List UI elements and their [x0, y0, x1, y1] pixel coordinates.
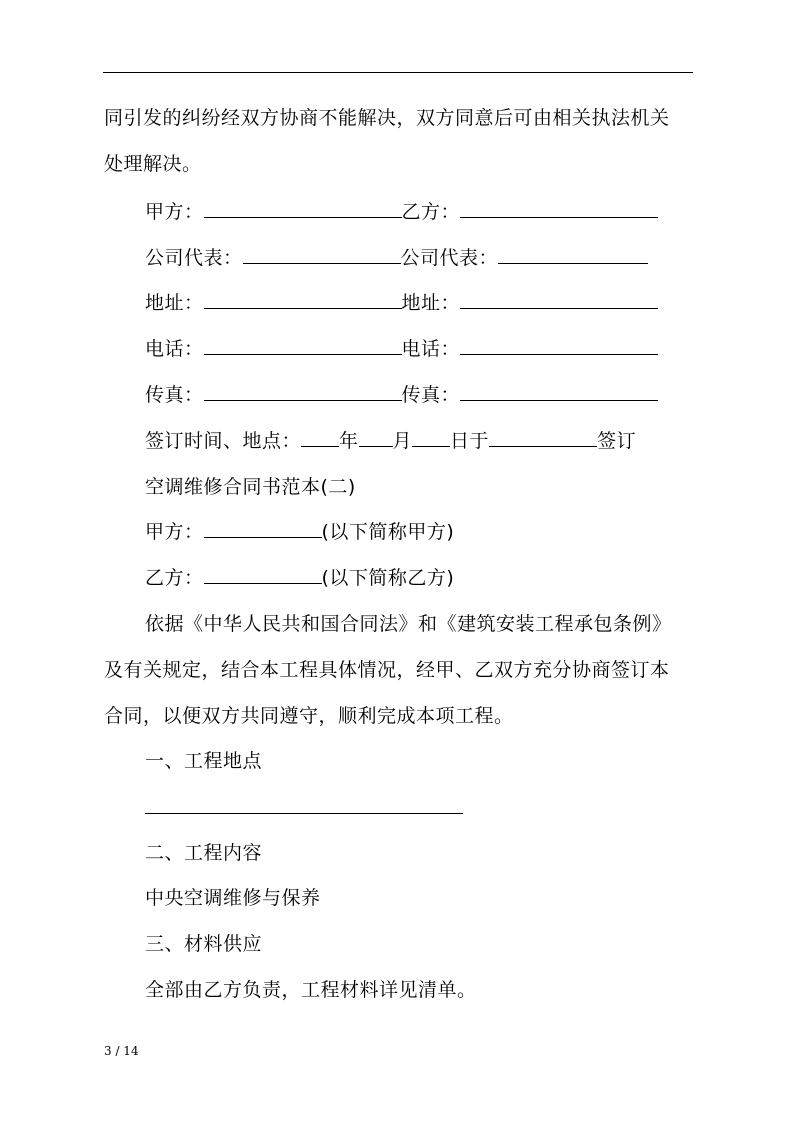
rep-a-label: 公司代表：: [145, 247, 243, 269]
rep-b-label: 公司代表：: [400, 247, 499, 269]
sign-label: 签订时间、地点：: [145, 430, 302, 452]
party-a2-row: [145, 520, 454, 544]
representative-row: [145, 246, 648, 270]
sign-day-blank: [412, 429, 450, 447]
fax-row: [145, 383, 658, 407]
intro-paragraph-line-1: 同引发的纠纷经双方协商不能解决，双方同意后可由相关执法机关: [104, 107, 670, 129]
tel-b-blank: [460, 337, 658, 355]
party-b2-note: (以下简称乙方): [321, 567, 455, 589]
party-b2-row: [145, 566, 454, 590]
section-3-title: 三、材料供应: [145, 933, 263, 955]
addr-a-label: 地址：: [145, 292, 204, 314]
party-b-label: 乙方：: [401, 201, 461, 223]
tel-a-blank: [204, 337, 402, 355]
tel-a-label: 电话：: [145, 338, 204, 360]
sign-end-label: 签订: [597, 430, 637, 452]
party-row: [145, 200, 658, 224]
fax-a-label: 传真：: [145, 384, 204, 406]
section-2-title: 二、工程内容: [145, 842, 263, 864]
sign-month-blank: [359, 429, 393, 447]
rep-a-blank: [243, 246, 401, 264]
sign-year-blank: [301, 429, 339, 447]
party-a2-blank: [204, 520, 322, 538]
section-1-title: 一、工程地点: [145, 750, 263, 772]
addr-b-blank: [460, 291, 658, 309]
party-a2-label: 甲方：: [145, 521, 204, 543]
signing-row: [145, 429, 636, 453]
basis-paragraph-line-1: 依据《中华人民共和国合同法》和《建筑安装工程承包条例》: [145, 613, 672, 635]
fax-a-blank: [204, 383, 402, 401]
header-rule: [103, 72, 693, 73]
section-title-template-2: 空调维修合同书范本(二): [145, 476, 356, 498]
sign-month-label: 月: [392, 430, 413, 452]
party-a-blank: [204, 200, 402, 218]
tel-b-label: 电话：: [401, 338, 461, 360]
party-a-label: 甲方：: [145, 201, 204, 223]
page-number: 3 / 14: [104, 1044, 139, 1058]
sign-day-label: 日于: [450, 430, 490, 452]
section-1-blank-line: [145, 813, 463, 814]
fax-b-blank: [460, 383, 658, 401]
basis-paragraph-line-2: 及有关规定，结合本工程具体情况，经甲、乙双方充分协商签订本: [104, 659, 670, 681]
party-b2-label: 乙方：: [145, 567, 204, 589]
telephone-row: [145, 337, 658, 361]
section-2-body: 中央空调维修与保养: [145, 887, 321, 909]
party-b-blank: [460, 200, 658, 218]
sign-year-label: 年: [339, 430, 359, 452]
sign-place-blank: [489, 429, 597, 447]
party-b2-blank: [204, 566, 322, 584]
rep-b-blank: [498, 246, 648, 264]
basis-paragraph-line-3: 合同，以便双方共同遵守，顺利完成本项工程。: [104, 705, 514, 727]
addr-a-blank: [204, 291, 402, 309]
address-row: [145, 291, 658, 315]
section-3-body: 全部由乙方负责，工程材料详见清单。: [145, 979, 477, 1001]
party-a2-note: (以下简称甲方): [321, 521, 455, 543]
addr-b-label: 地址：: [401, 292, 461, 314]
fax-b-label: 传真：: [401, 384, 461, 406]
intro-paragraph-line-2: 处理解决。: [104, 153, 202, 175]
